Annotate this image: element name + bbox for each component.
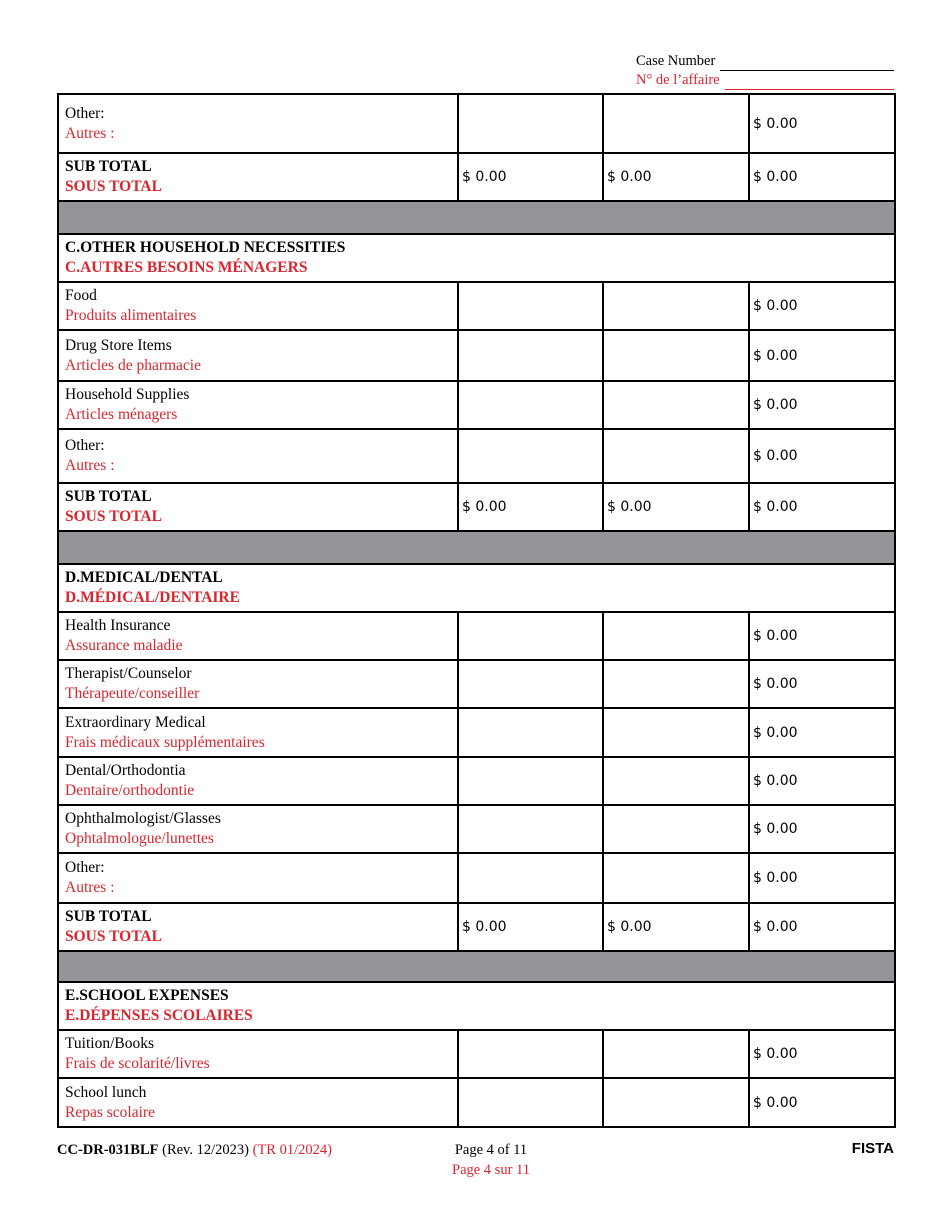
amount-cell-1[interactable] [458,1030,603,1078]
amount-cell-2[interactable] [603,330,749,381]
table-row: Food Produits alimentaires $ 0.00 [58,282,895,330]
amount-cell-1[interactable] [458,853,603,903]
amount-cell-1[interactable] [458,1078,603,1127]
subtotal-col-3: $ 0.00 [749,483,895,531]
brand-label: FISTA [851,1140,894,1157]
total-cell: $ 0.00 [749,1078,895,1127]
total-cell: $ 0.00 [749,612,895,660]
table-row: Therapist/Counselor Thérapeute/conseiller $ 0.00 [58,660,895,708]
table-row: Health Insurance Assurance maladie $ 0.00 [58,612,895,660]
table-row: Dental/Orthodontia Dentaire/orthodontie $ 0.00 [58,757,895,805]
form-code-line [57,1140,332,1160]
row-label: Other: Autres : [58,94,458,153]
subtotal-label: SUB TOTAL SOUS TOTAL [58,153,458,201]
total-cell: $ 0.00 [749,708,895,757]
case-number-field[interactable] [720,55,894,71]
amount-cell-2[interactable] [603,805,749,853]
amount-cell-2[interactable] [603,1078,749,1127]
total-cell: $ 0.00 [749,330,895,381]
section-title: C.OTHER HOUSEHOLD NECESSITIES [65,239,346,256]
subtotal-col-2: $ 0.00 [603,903,749,951]
amount-cell-1[interactable] [458,757,603,805]
table-row [58,94,895,153]
total-cell: $ 0.00 [749,282,895,330]
form-code: CC-DR-031BLF [57,1142,159,1158]
amount-cell-2[interactable] [603,708,749,757]
amount-cell-2[interactable] [603,429,749,483]
amount-cell-2[interactable] [603,94,749,153]
total-cell: $ 0.00 [749,429,895,483]
table-row: Other: Autres : $ 0.00 [58,429,895,483]
subtotal-col-1: $ 0.00 [458,153,603,201]
case-number-field-fr[interactable] [725,74,894,90]
page-number: Page 4 of 11 Page 4 sur 11 [452,1142,530,1178]
amount-cell-1[interactable] [458,660,603,708]
form-revision: (Rev. 12/2023) [162,1142,249,1158]
subtotal-row [58,153,895,201]
amount-cell-2[interactable] [603,757,749,805]
case-number-block [636,52,894,90]
amount-cell-1[interactable] [458,282,603,330]
table-row: Ophthalmologist/Glasses Ophtalmologue/lunettes $ 0.00 [58,805,895,853]
subtotal-col-1: $ 0.00 [458,483,603,531]
case-number-label-fr: N° de l’affaire [636,72,720,88]
section-header-c [58,234,895,282]
amount-cell-1[interactable] [458,94,603,153]
subtotal-col-3: $ 0.00 [749,153,895,201]
amount-cell-1[interactable] [458,708,603,757]
subtotal-label: SUB TOTAL SOUS TOTAL [58,903,458,951]
amount-cell-1[interactable] [458,381,603,429]
separator-row [58,201,895,234]
amount-cell-2[interactable] [603,282,749,330]
amount-cell-1[interactable] [458,805,603,853]
total-cell: $ 0.00 [749,1030,895,1078]
amount-cell-1[interactable] [458,429,603,483]
subtotal-row [58,903,895,951]
total-cell: $ 0.00 [749,381,895,429]
total-cell: $ 0.00 [749,757,895,805]
subtotal-col-3: $ 0.00 [749,903,895,951]
amount-cell-2[interactable] [603,381,749,429]
section-title-fr: E.DÉPENSES SCOLAIRES [65,1007,253,1024]
total-cell: $ 0.00 [749,660,895,708]
subtotal-col-2: $ 0.00 [603,483,749,531]
separator-row [58,951,895,982]
table-row: Extraordinary Medical Frais médicaux supplémentaires $ 0.00 [58,708,895,757]
separator-row [58,531,895,564]
expense-table [57,93,896,1128]
case-number-label: Case Number [636,53,716,69]
table-row: Tuition/Books Frais de scolarité/livres $ 0.00 [58,1030,895,1078]
section-title-fr: D.MÉDICAL/DENTAIRE [65,589,240,606]
subtotal-label: SUB TOTAL SOUS TOTAL [58,483,458,531]
table-row: Other: Autres : $ 0.00 [58,853,895,903]
subtotal-col-1: $ 0.00 [458,903,603,951]
amount-cell-2[interactable] [603,660,749,708]
amount-cell-1[interactable] [458,612,603,660]
table-row: Household Supplies Articles ménagers $ 0.00 [58,381,895,429]
section-title-fr: C.AUTRES BESOINS MÉNAGERS [65,259,308,276]
amount-cell-2[interactable] [603,853,749,903]
table-row: School lunch Repas scolaire $ 0.00 [58,1078,895,1127]
section-header-d [58,564,895,612]
section-title: D.MEDICAL/DENTAL [65,569,223,586]
section-title: E.SCHOOL EXPENSES [65,987,229,1004]
section-header-e [58,982,895,1030]
subtotal-col-2: $ 0.00 [603,153,749,201]
amount-cell-2[interactable] [603,1030,749,1078]
subtotal-row [58,483,895,531]
total-cell: $ 0.00 [749,853,895,903]
total-cell: $ 0.00 [749,94,895,153]
amount-cell-2[interactable] [603,612,749,660]
form-translation: (TR 01/2024) [252,1142,332,1158]
table-row: Drug Store Items Articles de pharmacie $ 0.00 [58,330,895,381]
total-cell: $ 0.00 [749,805,895,853]
amount-cell-1[interactable] [458,330,603,381]
